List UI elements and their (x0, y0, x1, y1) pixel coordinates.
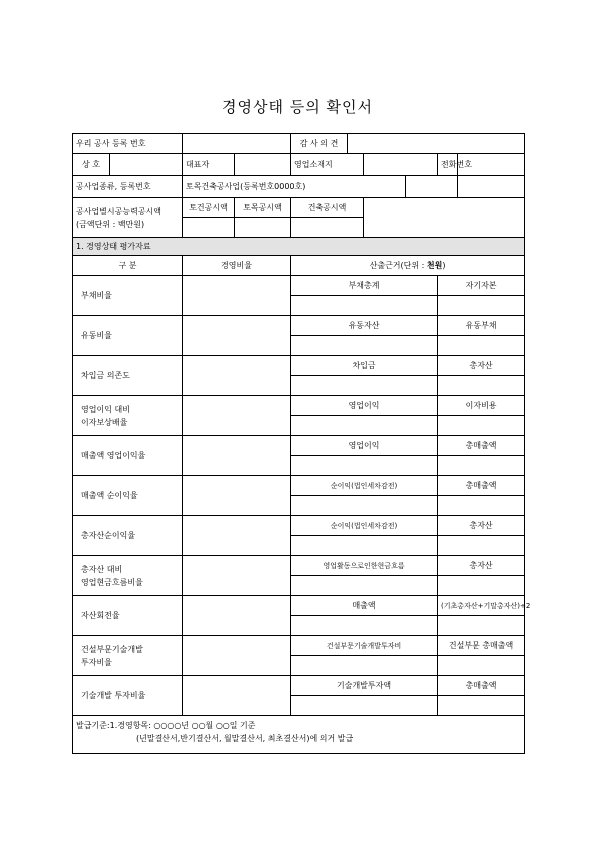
metric-row (73, 676, 525, 696)
metric-row (73, 476, 525, 496)
metric-name-cell (73, 356, 183, 396)
metric-numerator-field[interactable] (291, 616, 438, 636)
capacity-col-building: 건축공시액 (291, 198, 364, 218)
metric-denominator-label: (기초총자산+기말총자산)÷2 (438, 596, 525, 616)
metric-numerator-label: 차입금 (291, 356, 438, 376)
capacity-unit: (금액단위 : 백만원) (76, 219, 145, 229)
page-title: 경영상태 등의 확인서 (222, 98, 373, 116)
metric-ratio-field[interactable] (183, 676, 291, 716)
col-header-ratio: 경영비율 (183, 256, 291, 276)
metric-numerator-label: 영업이익 (291, 396, 438, 416)
issuance-note-line2: (년말결산서,반기결산서, 월말결산서, 최초결산서)에 의거 발급 (136, 734, 354, 743)
metric-name-cell (73, 596, 183, 636)
metric-row (73, 436, 525, 456)
metric-denominator-field[interactable] (438, 496, 525, 516)
metric-name-line2: 투자비율 (81, 657, 112, 667)
business-type-extra-field-2[interactable] (458, 176, 525, 198)
metric-denominator-field[interactable] (438, 536, 525, 556)
metric-denominator-label: 건설부문 총매출액 (438, 636, 525, 656)
metric-name-cell (73, 516, 183, 556)
metric-row (73, 516, 525, 536)
metric-numerator-field[interactable] (291, 416, 438, 436)
metric-name: 차입금 의존도 (81, 371, 130, 380)
metric-name-cell (73, 556, 183, 596)
header-row-type (73, 176, 525, 198)
metric-denominator-label: 총자산 (438, 516, 525, 536)
issuance-note (73, 716, 525, 754)
metric-denominator-field[interactable] (438, 696, 525, 716)
metric-ratio-field[interactable] (183, 556, 291, 596)
metric-name: 유동비율 (81, 331, 112, 340)
metric-denominator-field[interactable] (438, 416, 525, 436)
metric-denominator-label: 유동부채 (438, 316, 525, 336)
metric-row (73, 276, 525, 296)
metric-ratio-field[interactable] (183, 276, 291, 316)
metric-numerator-field[interactable] (291, 376, 438, 396)
metric-ratio-field[interactable] (183, 476, 291, 516)
metric-name: 매출액 영업이익율 (81, 451, 146, 460)
metric-numerator-label: 부채총계 (291, 276, 438, 296)
metric-row (73, 596, 525, 616)
metric-denominator-label: 총매출액 (438, 436, 525, 456)
metric-denominator-field[interactable] (438, 296, 525, 316)
capacity-label-cell (73, 198, 183, 238)
metric-name-cell (73, 476, 183, 516)
capacity-general-field[interactable] (183, 218, 235, 238)
metric-numerator-label: 매출액 (291, 596, 438, 616)
metric-denominator-field[interactable] (438, 656, 525, 676)
metric-numerator-field[interactable] (291, 336, 438, 356)
form-table (72, 133, 531, 754)
metric-denominator-field[interactable] (438, 336, 525, 356)
metric-name-cell (73, 276, 183, 316)
metric-numerator-field[interactable] (291, 496, 438, 516)
capacity-civil-field[interactable] (235, 218, 291, 238)
ceo-field[interactable] (235, 154, 291, 176)
metric-ratio-field[interactable] (183, 436, 291, 476)
audit-opinion-field[interactable] (348, 134, 525, 154)
metric-numerator-field[interactable] (291, 296, 438, 316)
metric-ratio-field[interactable] (183, 356, 291, 396)
capacity-col-civil: 토목공시액 (235, 198, 291, 218)
metric-denominator-field[interactable] (438, 616, 525, 636)
metric-numerator-label: 순이익(법인세차감전) (291, 516, 438, 536)
metric-denominator-label: 총매출액 (438, 676, 525, 696)
metric-name-cell (73, 436, 183, 476)
metric-numerator-label: 건설부문기술개발투자비 (291, 636, 438, 656)
metric-name-line2: 이자보상배율 (81, 417, 128, 427)
metric-denominator-label: 총자산 (438, 356, 525, 376)
metric-denominator-label: 총매출액 (438, 476, 525, 496)
metric-numerator-field[interactable] (291, 456, 438, 476)
metric-ratio-field[interactable] (183, 316, 291, 356)
metric-numerator-field[interactable] (291, 536, 438, 556)
metric-row (73, 316, 525, 336)
metric-ratio-field[interactable] (183, 516, 291, 556)
capacity-label: 공사업별시공능력공시액 (76, 206, 162, 216)
metric-name: 기술개발 투자비율 (81, 691, 146, 700)
metric-ratio-field[interactable] (183, 636, 291, 676)
issuance-note-line1: 발급기준:1.경영항목: ○○○○년 ○○월 ○○일 기준 (76, 721, 256, 730)
metric-row (73, 396, 525, 416)
metric-numerator-label: 영업활동으로인한현금흐름 (291, 556, 438, 576)
metric-row (73, 556, 525, 576)
metric-ratio-field[interactable] (183, 396, 291, 436)
capacity-building-field[interactable] (291, 218, 364, 238)
metric-numerator-label: 영업이익 (291, 436, 438, 456)
business-type-extra-field[interactable] (406, 176, 458, 198)
address-field[interactable] (364, 154, 438, 176)
metric-numerator-field[interactable] (291, 576, 438, 596)
reg-no-label: 우리 공사 등록 번호 (73, 134, 183, 154)
col-header-basis-unit: 천원 (426, 261, 443, 270)
metric-name: 총자산 대비 (81, 564, 123, 574)
metric-denominator-field[interactable] (438, 576, 525, 596)
metric-denominator-label: 총자산 (438, 556, 525, 576)
column-header-row (73, 256, 525, 276)
metric-name-cell (73, 676, 183, 716)
phone-label: 전화번호 (438, 154, 458, 176)
metric-numerator-field[interactable] (291, 656, 438, 676)
metric-name: 부채비율 (81, 291, 112, 300)
metric-denominator-label: 자기자본 (438, 276, 525, 296)
metric-denominator-field[interactable] (438, 376, 525, 396)
metric-name: 매출액 순이익율 (81, 491, 138, 500)
metric-name-cell (73, 636, 183, 676)
section-title: 1. 경영상태 평가자료 (73, 238, 525, 256)
metric-name-line2: 영업현금흐름비율 (81, 577, 143, 587)
company-name-label: 상 호 (73, 154, 110, 176)
company-name-field[interactable] (110, 154, 183, 176)
metric-row (73, 636, 525, 656)
header-row-company (73, 154, 525, 176)
confirmation-form (72, 133, 531, 747)
metric-ratio-field[interactable] (183, 596, 291, 636)
business-type-value: 토목건축공사업(등록번호0000호) (183, 176, 406, 198)
business-type-label: 공사업종류, 등록번호 (73, 176, 183, 198)
metric-name: 자산회전율 (81, 611, 120, 620)
metric-name: 건설부문기술개발 (81, 644, 143, 654)
metric-row (73, 356, 525, 376)
metric-numerator-label: 유동자산 (291, 316, 438, 336)
metric-name-cell (73, 396, 183, 436)
footer-row (73, 716, 525, 754)
header-row-capacity (73, 198, 525, 218)
col-header-basis: 산출근거(단위 : 천원) (291, 256, 525, 276)
capacity-col-general: 토건공시액 (183, 198, 235, 218)
metric-numerator-field[interactable] (291, 696, 438, 716)
metric-numerator-label: 순이익(법인세차감전) (291, 476, 438, 496)
audit-opinion-label: 감 사 의 견 (291, 134, 348, 154)
capacity-extra-field[interactable] (364, 198, 525, 238)
metric-name: 영업이익 대비 (81, 404, 130, 414)
reg-no-field[interactable] (183, 134, 291, 154)
metric-rows (73, 276, 531, 716)
metric-name: 총자산순이익율 (81, 531, 136, 540)
metric-name-cell (73, 316, 183, 356)
metric-denominator-field[interactable] (438, 456, 525, 476)
ceo-label: 대표자 (183, 154, 235, 176)
header-row-registration (73, 134, 525, 154)
col-header-item: 구 분 (73, 256, 183, 276)
address-label: 영업소재지 (291, 154, 364, 176)
metric-numerator-label: 기술개발투자액 (291, 676, 438, 696)
metric-denominator-label: 이자비용 (438, 396, 525, 416)
section-header-row (73, 238, 525, 256)
